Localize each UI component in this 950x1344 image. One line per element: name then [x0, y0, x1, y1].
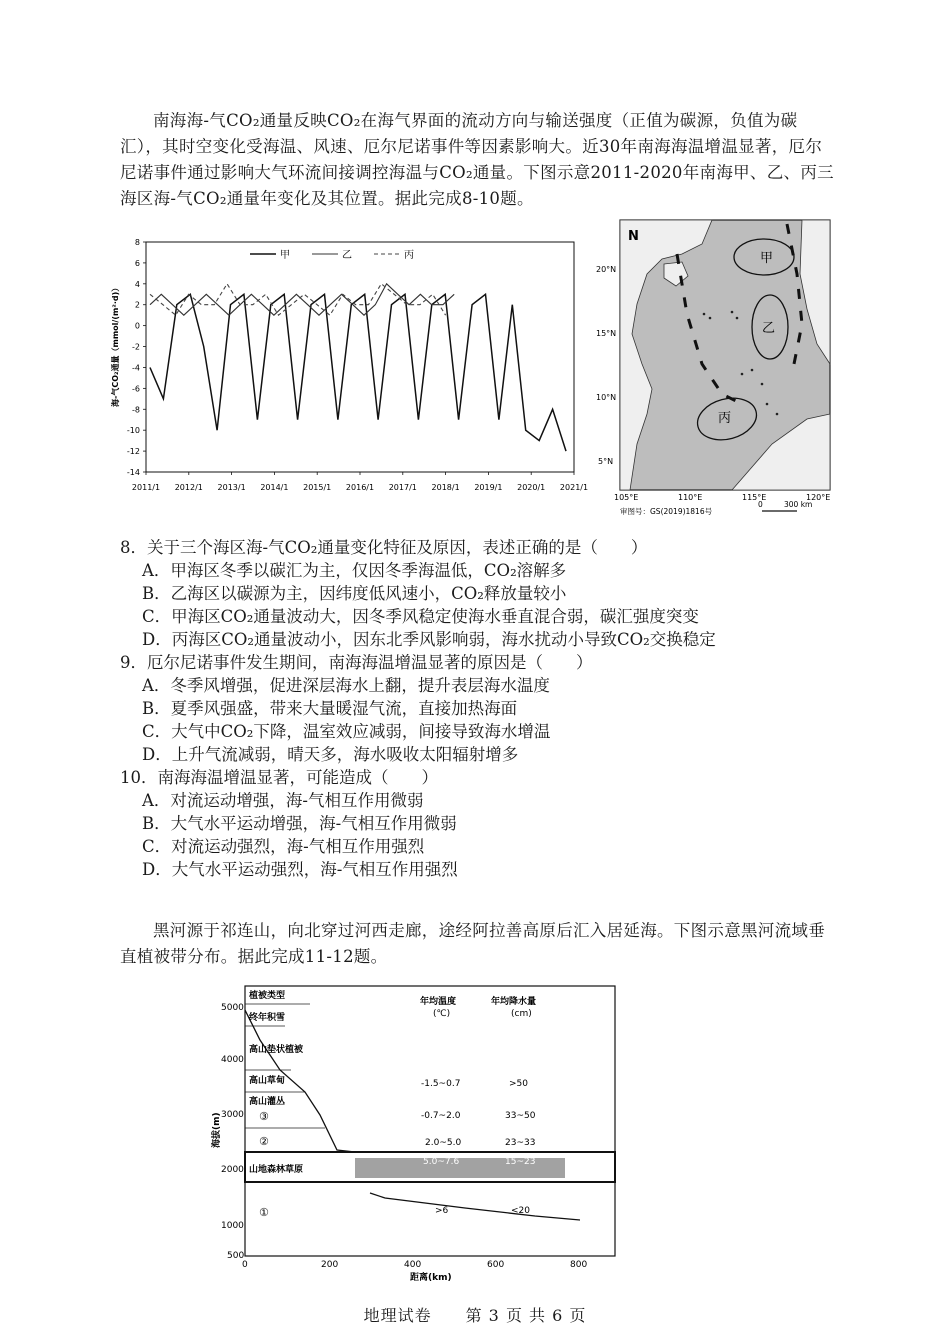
- question-10: 10．南海海温增温显著，可能造成（ ）: [120, 768, 438, 787]
- lon-label: 105°E: [614, 493, 639, 502]
- x-tick: 200: [321, 1260, 339, 1270]
- temp-value: >6: [435, 1206, 449, 1216]
- prec-value: 33~50: [505, 1111, 536, 1121]
- question-9-option-a: A．冬季风增强，促进深层海水上翻，提升表层海水温度: [142, 676, 550, 695]
- x-tick-label: 2021/1: [559, 483, 589, 492]
- lat-label: 5°N: [598, 457, 614, 466]
- series-line-甲: [150, 294, 566, 451]
- y-tick-label: -14: [126, 468, 140, 477]
- y-tick: 5000: [221, 1003, 244, 1013]
- intro-paragraph-2: 黑河源于祁连山，向北穿过河西走廊，途经阿拉善高原后汇入居延海。下图示意黑河流域垂直植被带分布。据此完成11-12题。: [120, 921, 825, 966]
- prec-value: >50: [509, 1079, 528, 1089]
- lon-label: 115°E: [742, 493, 767, 502]
- question-8-option-d: D．丙海区CO₂通量波动小，因东北季风影响弱，海水扰动小导致CO₂交换稳定: [142, 630, 716, 649]
- scale-label: 300 km: [784, 500, 813, 509]
- x-tick-label: 2019/1: [474, 483, 503, 492]
- y-tick-label: 8: [134, 238, 140, 247]
- y-tick-label: 4: [134, 279, 140, 289]
- plain-profile: [370, 1193, 580, 1220]
- y-tick: 2000: [221, 1165, 244, 1175]
- prec-value: 15~23: [505, 1157, 536, 1167]
- temp-value: -0.7~2.0: [421, 1111, 461, 1121]
- temp-unit: (℃): [433, 1009, 451, 1019]
- x-tick: 600: [487, 1260, 505, 1270]
- y-tick-label: -10: [126, 426, 140, 436]
- zone-label: 高山灌丛: [249, 1097, 286, 1107]
- scale-zero: 0: [758, 500, 763, 509]
- x-tick: 0: [242, 1260, 248, 1270]
- y-tick-label: -12: [126, 447, 140, 457]
- x-tick-label: 2017/1: [388, 483, 417, 492]
- x-tick-label: 2020/1: [517, 483, 546, 492]
- prec-value: <20: [511, 1206, 530, 1216]
- y-tick: 500: [227, 1251, 245, 1261]
- intro-paragraph-1: 南海海-气CO₂通量反映CO₂在海气界面的流动方向与输送强度（正值为碳源，负值为碳汇），其时空变化受海温、风速、厄尔尼诺事件等因素影响大。近30年南海海温增温显著，厄尔尼诺事件通过影响大气环流间接调控海温与CO₂通量。下图示意2011-2020年南海甲、乙、丙三海区海-气CO₂通量年变化及其位置。据此完成8-10题。: [120, 111, 834, 208]
- y-tick: 4000: [221, 1055, 244, 1065]
- plot-frame: [146, 242, 574, 472]
- y-tick-label: -4: [132, 363, 140, 373]
- region-yi-label: 乙: [762, 321, 776, 336]
- question-10-option-a: A．对流运动增强，海-气相互作用微弱: [142, 791, 424, 810]
- legend-label: 丙: [404, 250, 414, 261]
- co2-flux-chart: [100, 228, 590, 498]
- region-jia-label: 甲: [760, 251, 774, 266]
- zone-label: ③: [259, 1110, 269, 1123]
- question-10-option-d: D．大气水平运动强烈，海-气相互作用强烈: [142, 860, 458, 879]
- zone-label: 山地森林草原: [249, 1165, 304, 1175]
- prec-unit: (cm): [511, 1009, 532, 1019]
- zone-label: ②: [259, 1135, 269, 1148]
- question-10-option-c: C．对流运动强烈，海-气相互作用强烈: [142, 837, 425, 856]
- x-tick-label: 2015/1: [303, 483, 332, 492]
- zone-label: 高山垫状植被: [249, 1045, 304, 1055]
- prec-header: 年均降水量: [491, 997, 537, 1007]
- x-tick-label: 2016/1: [345, 483, 375, 492]
- temp-value: 2.0~5.0: [425, 1138, 462, 1148]
- map-approval-number: 审图号：GS(2019)1816号: [620, 507, 713, 516]
- temp-header: 年均温度: [420, 997, 457, 1007]
- question-9-option-c: C．大气中CO₂下降，温室效应减弱，间接导致海水增温: [142, 722, 551, 741]
- y-tick: 3000: [221, 1110, 244, 1120]
- question-8: 8．关于三个海区海-气CO₂通量变化特征及原因，表述正确的是（ ）: [120, 538, 648, 557]
- legend-label: 乙: [342, 250, 352, 261]
- question-8-option-c: C．甲海区CO₂通量波动大，因冬季风稳定使海水垂直混合弱，碳汇强度突变: [142, 607, 699, 626]
- y-axis-label: 海拔(m): [212, 1112, 222, 1148]
- y-tick-label: 0: [134, 321, 140, 331]
- page-footer: 地理试卷 第 3 页 共 6 页: [363, 1306, 587, 1325]
- temp-value: 5.0~7.6: [423, 1157, 460, 1167]
- x-tick-label: 2013/1: [217, 483, 246, 492]
- prec-value: 23~33: [505, 1138, 536, 1148]
- x-axis-label: 距离(km): [410, 1273, 452, 1283]
- question-8-option-b: B．乙海区以碳源为主，因纬度低风速小，CO₂释放量较小: [142, 584, 567, 603]
- y-axis-label: 海-气CO₂通量（mmol/(m²·d)）: [111, 283, 120, 407]
- y-tick-label: -2: [132, 342, 140, 352]
- question-9-option-d: D．上升气流减弱，晴天多，海水吸收太阳辐射增多: [142, 745, 519, 764]
- lon-label: 110°E: [678, 493, 703, 502]
- lon-label: 120°E: [806, 493, 831, 502]
- question-10-option-b: B．大气水平运动增强，海-气相互作用微弱: [142, 814, 457, 833]
- x-tick: 400: [404, 1260, 422, 1270]
- x-tick-label: 2018/1: [431, 483, 460, 492]
- x-tick: 800: [570, 1260, 588, 1270]
- x-tick-label: 2014/1: [260, 483, 289, 492]
- y-tick-label: 6: [134, 258, 140, 268]
- north-arrow-icon: N: [628, 229, 639, 244]
- x-tick-label: 2012/1: [174, 483, 203, 492]
- zone-label: 终年积雪: [249, 1013, 286, 1023]
- legend-label: 甲: [280, 250, 290, 261]
- temp-value: -1.5~0.7: [421, 1079, 461, 1089]
- lat-label: 15°N: [596, 329, 617, 338]
- y-tick: 1000: [221, 1221, 244, 1231]
- lat-label: 10°N: [596, 393, 617, 402]
- south-china-sea-map: [592, 214, 842, 524]
- zone-label: ①: [259, 1206, 269, 1219]
- question-9: 9．厄尔尼诺事件发生期间，南海海温增温显著的原因是（ ）: [120, 653, 593, 672]
- y-tick-label: -6: [132, 384, 140, 394]
- question-9-option-b: B．夏季风强盛，带来大量暖湿气流，直接加热海面: [142, 699, 518, 718]
- y-tick-label: -8: [132, 405, 140, 415]
- question-8-option-a: A．甲海区冬季以碳汇为主，仅因冬季海温低，CO₂溶解多: [142, 561, 567, 580]
- region-bing-label: 丙: [718, 411, 732, 426]
- zone-header: 植被类型: [249, 991, 286, 1001]
- y-tick-label: 2: [134, 300, 140, 310]
- x-tick-label: 2011/1: [131, 483, 161, 492]
- zone-label: 高山草甸: [249, 1076, 286, 1086]
- lat-label: 20°N: [596, 265, 617, 274]
- vegetation-zone-chart: [205, 980, 625, 1285]
